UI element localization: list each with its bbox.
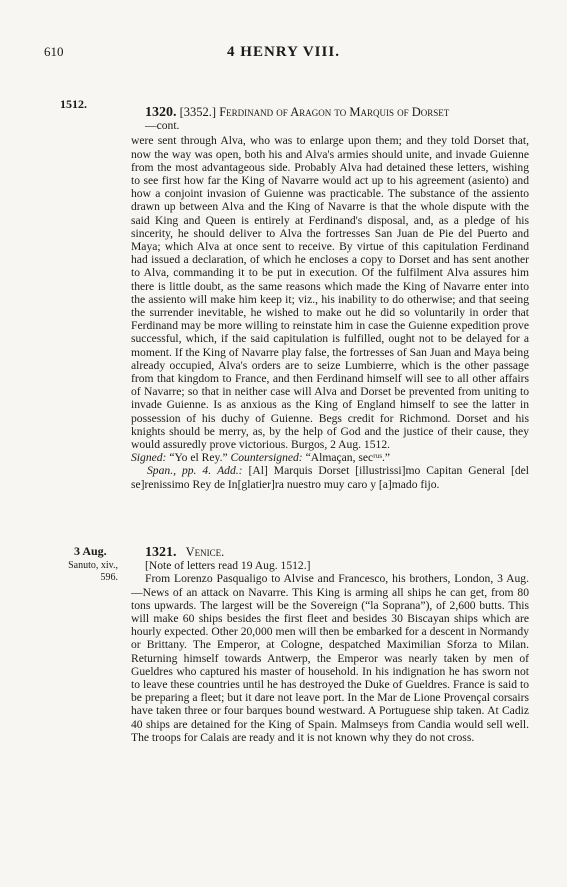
entry-1321-number: 1321.: [145, 545, 177, 560]
entry-1321: [131, 546, 529, 744]
page-header: [0, 44, 567, 64]
entry-1320-heading: [131, 106, 529, 119]
entry-1320: [131, 106, 529, 491]
add-label: Add.:: [217, 464, 243, 478]
entry-1320-body: were sent through Alva, who was to enlarge upon them; and they told Dorset that, now the way was open, both his and Alva's armies should unite, and invade Guienne from the most advantageous side. Probably Alva had detained these letters, wishing to see first how far the King of Navarre would act up to his agreement (asiento) and how a conjoint invasion of Guienne was practicable. The substance of the assiento drawn up between Alva and the King of Navarre is that the whole dispute with the said King and Queen is entirely at Ferdinand's disposal, and, as a pledge of his sincerity, he should deliver to Alva the fortresses San Juan de Pie del Puerto and Maya; which Alva at once sent to receive. By virtue of this capitulation Ferdinand had issued a declaration, of which he encloses a copy to Dorset and has sent another to Alva, commanding it to be put in execution. Of the fulfilment Alva assures him there is little doubt, as the same reasons which made the King of Navarre enter into the assiento will make him keep it; viz., his inability to do otherwise; and that seeing the surrender inevitable, he wished to make out he did so voluntarily in order that Ferdinand may be more willing to reinstate him in case the Guienne expedition prove successful, which, if the said capitulation is fulfilled, ought not to be delayed for a moment. If the King of Navarre play false, the fortresses of San Juan and Maya being already occupied, Alva's orders are to seize Lumbierre, which is the other passage from that kingdom to France, and then Ferdinand himself will see to all other affairs of Navarre; so that in neither case will Alva and Dorset be prevented from uniting to invade Guienne. Is as anxious as the King of England himself to see the latter in possession of his duchy of Guienne. Begs credit for Richmond. Dorset and his knights should be merry, as, by the help of God and the justice of their cause, they would assuredly prove victorious. Burgos, 2 Aug. 1512.: [131, 134, 529, 452]
entry-1320-signature: [131, 451, 529, 464]
entry-1320-ref: [3352.]: [179, 105, 217, 119]
margin-ref-line1: Sanuto, xiv.,: [68, 560, 118, 571]
page-number: 610: [44, 44, 64, 59]
entry-1321-note: [Note of letters read 19 Aug. 1512.]: [145, 559, 311, 573]
entry-1320-address: [131, 464, 529, 490]
countersigned-text: “Almaçan, secʳᵘˢ.”: [305, 451, 390, 465]
running-head: 4 HENRY VIII.: [227, 44, 340, 60]
margin-year: 1512.: [60, 97, 87, 111]
margin-ref-line2: 596.: [100, 572, 118, 583]
entry-1320-number: 1320.: [145, 105, 177, 120]
margin-date: 3 Aug.: [74, 544, 107, 558]
span-label: Span., pp. 4.: [147, 464, 212, 478]
entry-1320-title: Ferdinand of Aragon to Marquis of Dorset: [219, 105, 450, 119]
signed-label: Signed:: [131, 451, 167, 465]
signed-text: “Yo el Rey.”: [169, 451, 228, 465]
margin-reference: [58, 560, 118, 584]
entry-1321-title: Venice.: [185, 545, 225, 559]
entry-1321-body: From Lorenzo Pasqualigo to Alvise and Francesco, his brothers, London, 3 Aug.—News of an attack on Navarre. This King is arming all ships he can get, from 80 tons upwards. The largest will be the Sovereign (“la Soprana”), of 2,600 butts. This will make 60 ships besides the first fleet and besides 30 Biscayan ships which are hourly expected. Other 20,000 men will then be embarked for a descent in Normandy or Brittany. The Emperor, at Cologne, despatched Maximilian Sforza to Milan. Returning himself towards Antwerp, the Emperor was nearly taken by men of Gueldres who captured his master of household. In his indignation he has sworn not to leave these countries until he has destroyed the Duke of Gueldres. France is said to be preparing a fleet; but it dare not leave port. In the Mar de Lione Provençal corsairs have taken three or four barques bound westward. A Portuguese ship taken. At Cadiz 40 ships are detained for the King of Spain. Malmseys from Candia would sell well. The troops for Calais are ready and it is not known why they do not cross.: [131, 572, 529, 744]
countersigned-label: Countersigned:: [230, 451, 303, 465]
address-text: [Al] Marquis Dorset [illustrissi]mo Capitan General [del se]renissimo Rey de In[glatier]ra nuestro muy caro y [a]mado fijo.: [131, 464, 529, 491]
entry-1321-heading: [131, 546, 529, 559]
entry-1320-cont: —cont.: [145, 119, 180, 133]
